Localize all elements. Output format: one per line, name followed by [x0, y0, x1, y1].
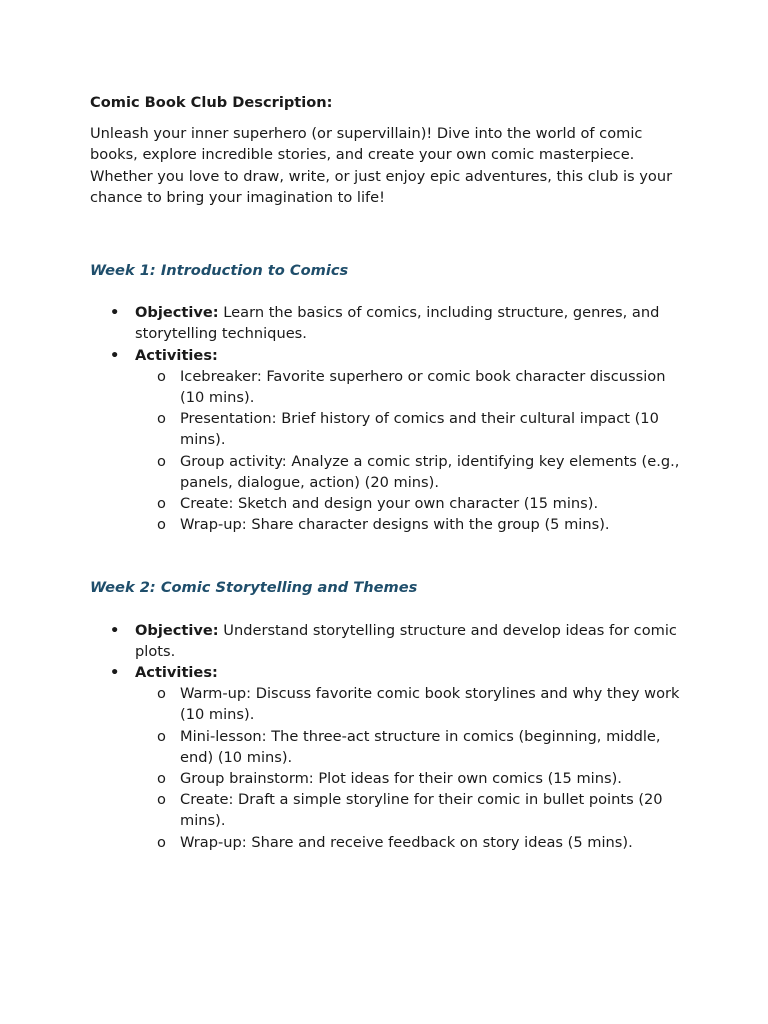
circle-bullet-icon: o	[157, 791, 166, 809]
activity-item	[135, 683, 690, 725]
week-1-section	[90, 260, 690, 535]
objective-item	[90, 620, 690, 662]
activity-text: Create: Draft a simple storyline for their comic in bullet points (20 mins).	[180, 791, 663, 830]
circle-bullet-icon: o	[157, 367, 166, 385]
activity-item	[135, 366, 690, 408]
bullet-icon: •	[110, 621, 120, 639]
activities-label: Activities:	[135, 346, 218, 364]
activity-text: Mini-lesson: The three-act structure in comics (beginning, middle, end) (10 mins).	[180, 727, 661, 766]
activity-item	[135, 832, 690, 853]
activity-item	[135, 768, 690, 789]
circle-bullet-icon: o	[157, 516, 166, 534]
activity-text: Group activity: Analyze a comic strip, identifying key elements (e.g., panels, dialogue, action) (20 mins).	[180, 452, 680, 491]
activity-text: Group brainstorm: Plot ideas for their own comics (15 mins).	[180, 770, 622, 788]
activity-item	[135, 493, 690, 514]
circle-bullet-icon: o	[157, 770, 166, 788]
activity-item	[135, 451, 690, 493]
activities-item	[90, 662, 690, 853]
activity-item	[135, 514, 690, 535]
activity-text: Presentation: Brief history of comics and their cultural impact (10 mins).	[180, 410, 659, 449]
activity-text: Warm-up: Discuss favorite comic book storylines and why they work (10 mins).	[180, 685, 680, 724]
objective-label: Objective:	[135, 304, 219, 322]
activity-text: Create: Sketch and design your own character (15 mins).	[180, 495, 599, 513]
week-1-list	[90, 302, 690, 535]
activity-item	[135, 408, 690, 450]
activity-item	[135, 726, 690, 768]
bullet-icon: •	[110, 664, 120, 682]
activity-item	[135, 789, 690, 831]
objective-text: Understand storytelling structure and develop ideas for comic plots.	[135, 621, 677, 660]
activity-text: Wrap-up: Share and receive feedback on story ideas (5 mins).	[180, 833, 633, 851]
week-2-section	[90, 577, 690, 852]
circle-bullet-icon: o	[157, 685, 166, 703]
circle-bullet-icon: o	[157, 833, 166, 851]
circle-bullet-icon: o	[157, 452, 166, 470]
document-page	[90, 92, 690, 853]
activities-label: Activities:	[135, 664, 218, 682]
objective-item	[90, 302, 690, 344]
activities-list	[135, 683, 690, 853]
activity-text: Wrap-up: Share character designs with the group (5 mins).	[180, 516, 610, 534]
objective-text: Learn the basics of comics, including structure, genres, and storytelling techniques.	[135, 304, 660, 343]
week-2-heading: Week 2: Comic Storytelling and Themes	[90, 579, 418, 597]
intro-paragraph: Unleash your inner superhero (or supervillain)! Dive into the world of comic books, explore incredible stories, and create your own comic masterpiece. Whether you love to draw, write, or just enjoy epic adventures, this club is your chance to bring your imagination to life!	[90, 125, 673, 206]
week-2-list	[90, 620, 690, 853]
bullet-icon: •	[110, 346, 120, 364]
objective-label: Objective:	[135, 621, 219, 639]
activities-item	[90, 345, 690, 536]
document-title: Comic Book Club Description:	[90, 94, 333, 111]
week-1-heading: Week 1: Introduction to Comics	[90, 262, 349, 280]
circle-bullet-icon: o	[157, 727, 166, 745]
activities-list	[135, 366, 690, 536]
circle-bullet-icon: o	[157, 495, 166, 513]
activity-text: Icebreaker: Favorite superhero or comic book character discussion (10 mins).	[180, 367, 666, 407]
circle-bullet-icon: o	[157, 410, 166, 428]
bullet-icon: •	[110, 304, 120, 322]
